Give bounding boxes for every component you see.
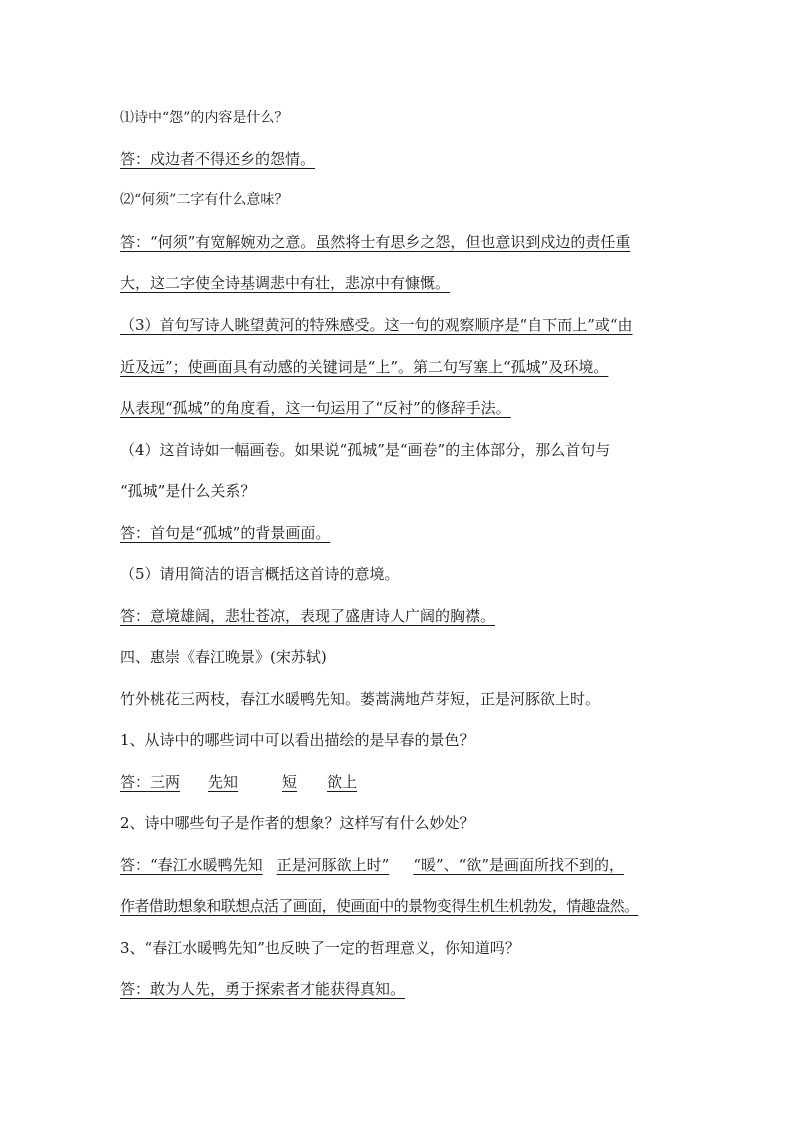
question-3-line-2: 近及远”；使画面具有动感的关键词是“上”。第二句写塞上“孤城”及环境。	[120, 358, 609, 376]
answer-2-line-1: 答：“何须”有宽解婉劝之意。虽然将士有思乡之怨，但也意识到戍边的责任重	[120, 233, 631, 251]
question-5: （5）请用简洁的语言概括这首诗的意境。	[120, 565, 400, 583]
question-2: ⑵“何须”二字有什么意味？	[120, 192, 289, 208]
answer-5: 答：意境雄阔，悲壮苍凉，表现了盛唐诗人广阔的胸襟。	[120, 607, 496, 625]
section-4-answer-2-line-2: 作者借助想象和联想点活了画面，使画面中的景物变得生机生机勃发，情趣盎然。	[120, 897, 639, 915]
answer-4: 答：首句是“孤城”的背景画面。	[120, 524, 331, 542]
section-4-heading: 四、惠崇《春江晚景》(宋苏轼)	[120, 648, 327, 666]
question-4-line-2: “孤城”是什么关系？	[120, 482, 256, 500]
section-4-answer-3: 答：敢为人先，勇于探索者才能获得真知。	[120, 980, 406, 998]
poem-text: 竹外桃花三两枝，春江水暖鸭先知。蒌蒿满地芦芽短，正是河豚欲上时。	[120, 690, 601, 708]
answer-part-3: “暖”、“欲”是画面所找不到的，	[413, 856, 625, 874]
answer-1: 答：戍边者不得还乡的怨情。	[120, 150, 316, 168]
question-4-line-1: （4）这首诗如一幅画卷。如果说“孤城”是“画卷”的主体部分，那么首句与	[120, 441, 611, 459]
section-4-answer-2-line-1	[120, 855, 624, 875]
answer-part-1: 答：“春江水暖鸭先知	[120, 856, 263, 874]
section-4-question-2: 2、诗中哪些句子是作者的想象？这样写有什么妙处？	[120, 814, 475, 832]
section-4-answer-1	[120, 772, 357, 792]
answer-part-2: 正是河豚欲上时”	[276, 856, 390, 874]
answer-word-2: 先知	[208, 773, 239, 791]
question-3-line-1: （3）首句写诗人眺望黄河的特殊感受。这一句的观察顺序是“自下而上”或“由	[120, 316, 633, 334]
answer-word-4: 欲上	[327, 773, 358, 791]
section-4-question-1: 1、从诗中的哪些词中可以看出描绘的是早春的景色？	[120, 731, 475, 749]
answer-prefix: 答：	[120, 773, 151, 791]
answer-2-line-2: 大，这二字使全诗基调悲中有壮，悲凉中有慷慨。	[120, 274, 451, 292]
answer-word-3: 短	[282, 773, 298, 791]
question-3-line-3: 从表现“孤城”的角度看，这一句运用了“反衬”的修辞手法。	[120, 399, 511, 417]
answer-word-1: 三两	[150, 773, 181, 791]
question-1: ⑴诗中“怨”的内容是什么？	[120, 110, 289, 126]
section-4-question-3: 3、“春江水暖鸭先知”也反映了一定的哲理意义，你知道吗？	[120, 939, 520, 957]
